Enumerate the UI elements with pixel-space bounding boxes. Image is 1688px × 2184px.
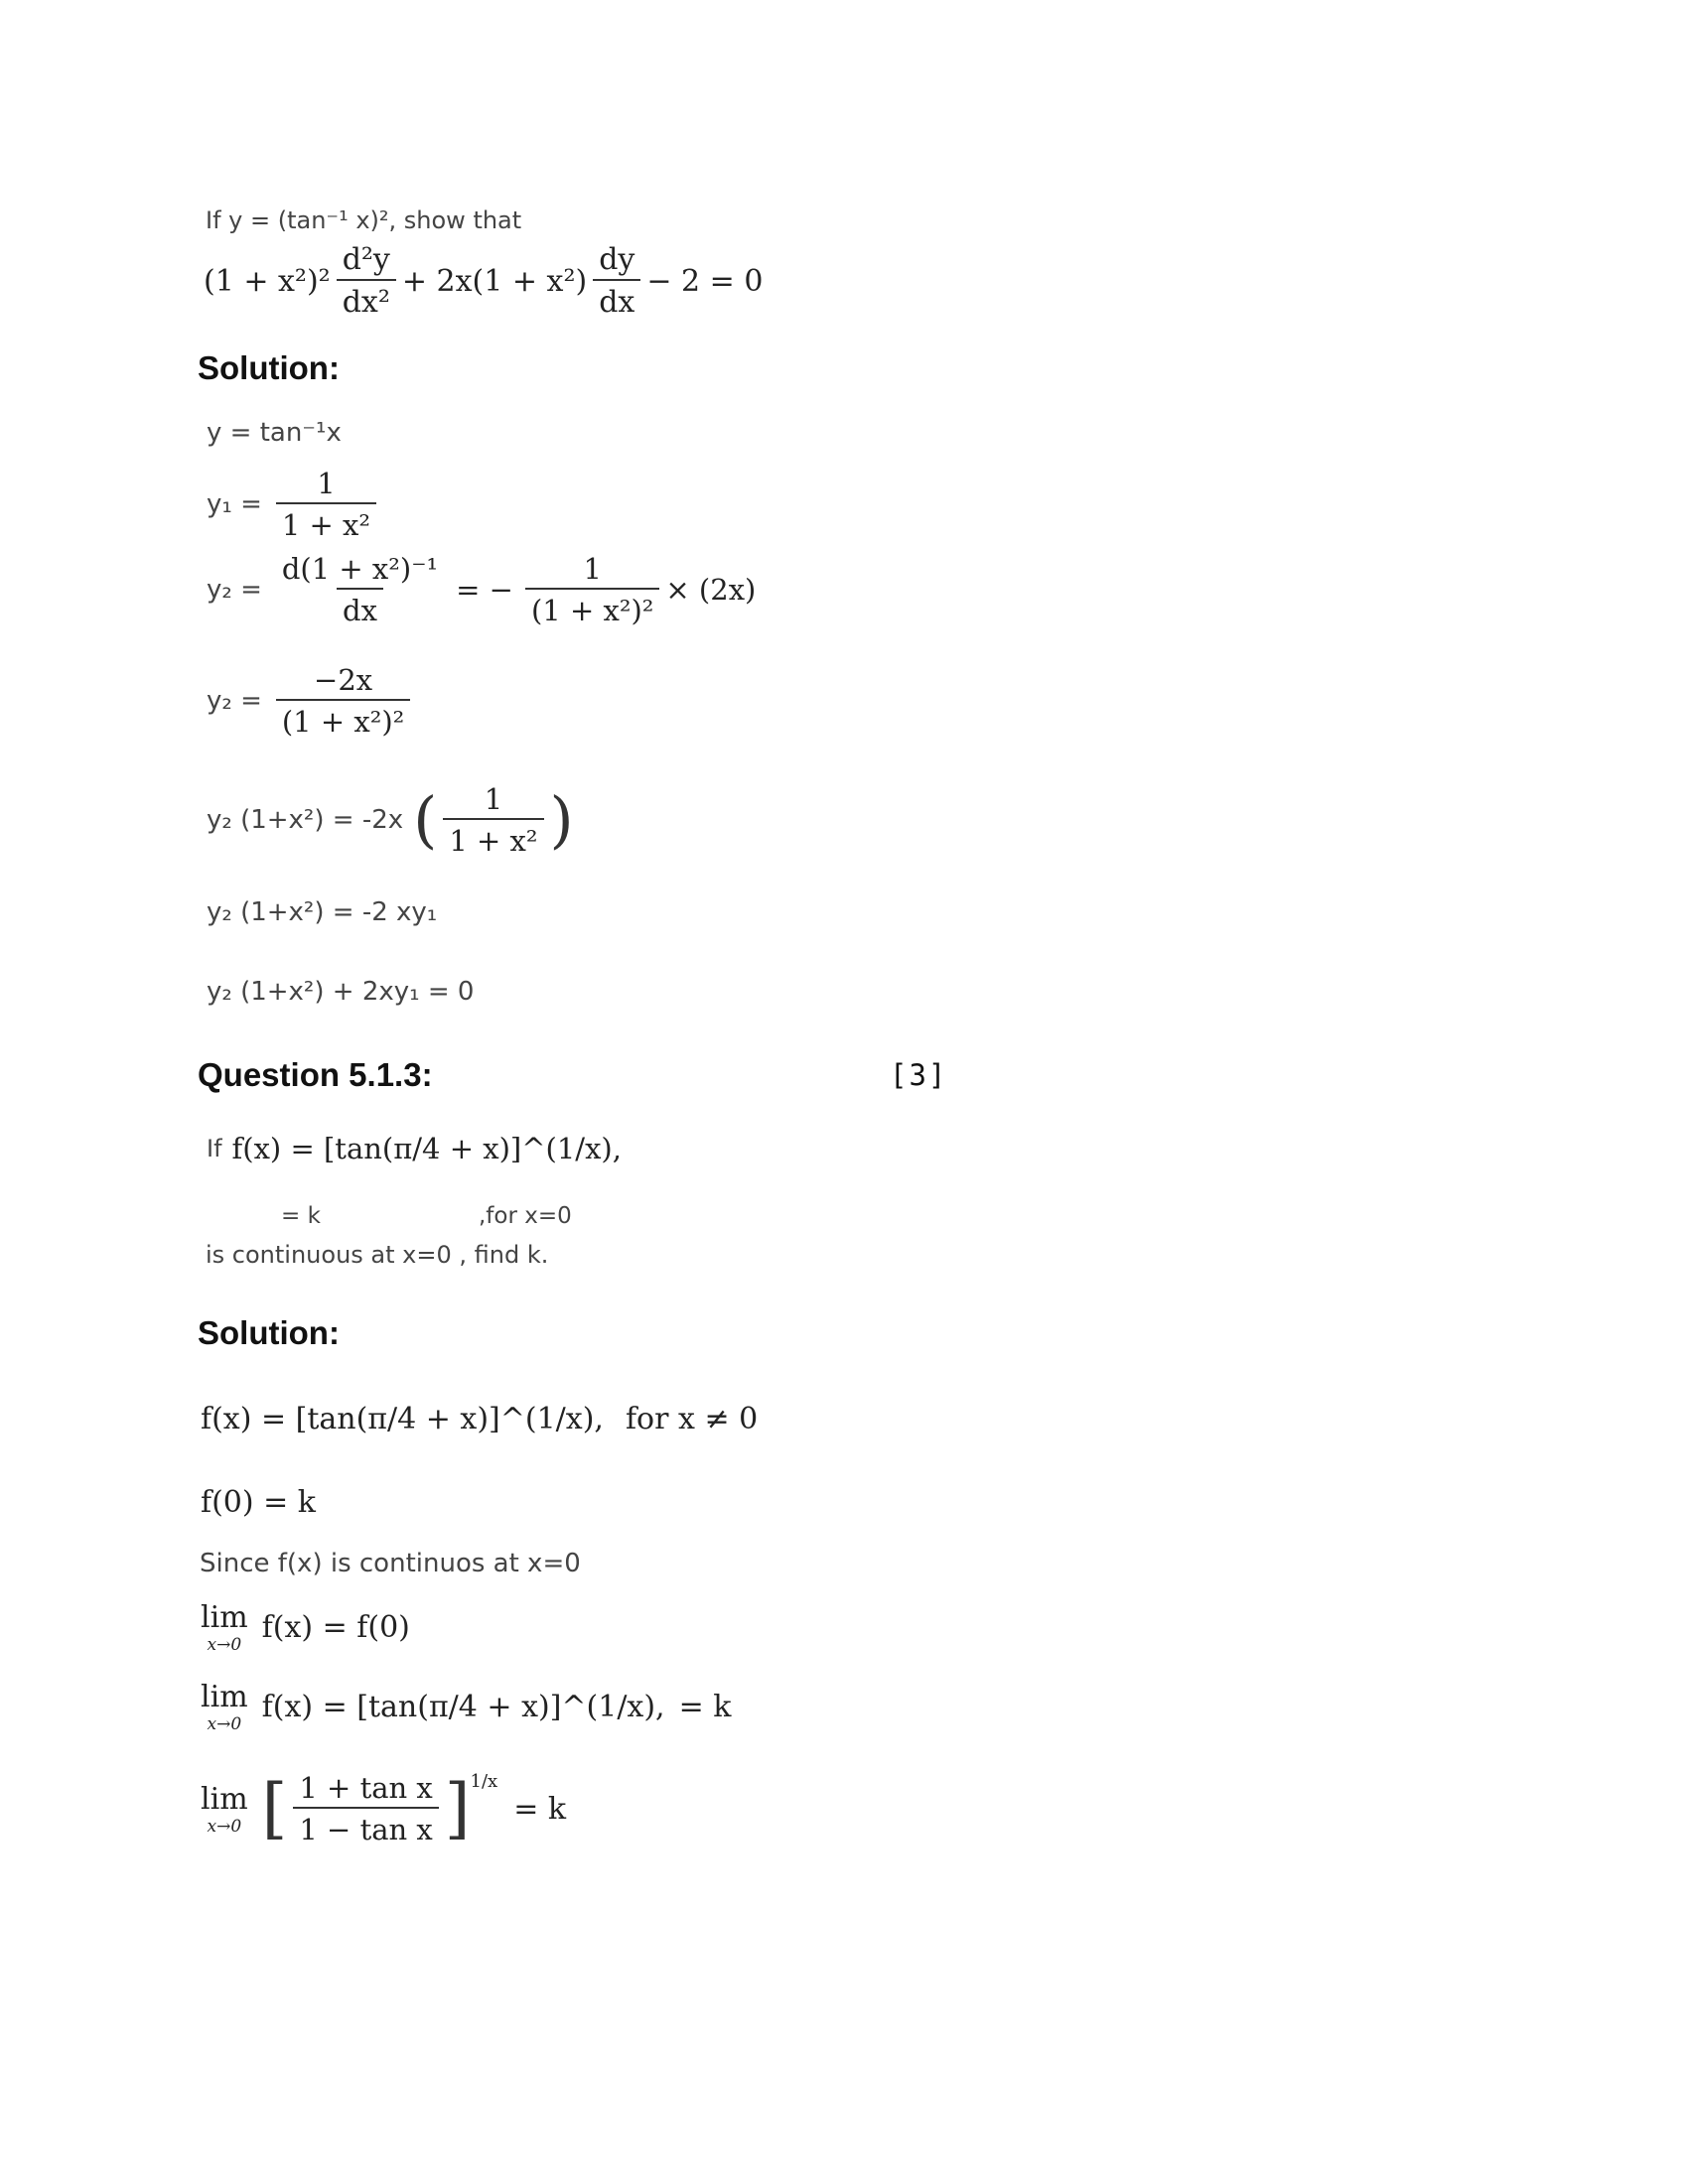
solution-line-y2: y₂ = $\frac{\text{d(1 + x²)⁻¹}}{dx}$ = − $\frac{1}{\text{(1 + x²)²}}$ × (2x) [207,552,757,627]
question-eq-k: = k [281,1203,321,1229]
solution2-line-6: lim x→0 [ $\frac{\text{1 + tan x}}{\text{1 − tan x}}$ ] 1/x = k [201,1770,567,1846]
eq-middle: + 2x(1 + x²) [401,263,588,299]
solution-line-6: y₂ (1+x²) = -2 xy₁ [207,897,438,927]
solution-line-y: y = tan⁻¹x [207,418,342,448]
solution-heading-1: Solution: [198,349,340,386]
solution2-line-2: f(0) = k [201,1485,316,1520]
tan-ratio-fraction: $\frac{\text{1 + tan x}}{\text{1 − tan x}}$ [293,1771,438,1846]
question-continuity: is continuous at x=0 , find k. [206,1241,549,1269]
solution-line-7: y₂ (1+x²) + 2xy₁ = 0 [207,977,475,1007]
y2-derivative-fraction: $\frac{\text{d(1 + x²)⁻¹}}{dx}$ [281,552,439,627]
y1-fraction: $\frac{1}{\text{1 + x²}}$ [276,467,376,542]
question-marks: [3] [890,1058,948,1092]
solution-line-5: y₂ (1+x²) = -2x ( $\frac{1}{\text{1 + x²}}$ ) [207,782,574,858]
solution-heading-2: Solution: [198,1314,340,1351]
question-heading: Question 5.1.3: [198,1056,433,1093]
solution-line-y2-simplified: y₂ = $\frac{-2x}{\text{(1 + x²)²}}$ [207,663,416,739]
solution-line-y1: y₁ = $\frac{1}{\text{1 + x²}}$ [207,467,382,542]
eq-left: (1 + x²)² [204,263,331,299]
y2-simplified-fraction: $\frac{-2x}{\text{(1 + x²)²}}$ [276,663,410,739]
limit-operator: lim x→0 [201,1781,248,1837]
solution2-line-4: lim x→0 f(x) = f(0) [201,1600,410,1655]
y2-result-fraction: $\frac{1}{\text{(1 + x²)²}}$ [525,552,659,627]
l5-fraction: $\frac{1}{\text{1 + x²}}$ [443,782,543,858]
eq-right: − 2 = 0 [646,263,764,299]
solution2-line-5: lim x→0 f(x) = [tan(π/4 + x)]^(1/x), = k [201,1680,732,1734]
question-for-x0: ,for x=0 [479,1203,572,1229]
second-derivative-fraction: $\frac{\text{d²y}}{\text{dx²}}$ [337,242,396,320]
solution2-line-1: f(x) = [tan(π/4 + x)]^(1/x), for x ≠ 0 [201,1402,759,1436]
question-intro: If y = (tan⁻¹ x)², show that [206,206,522,234]
solution2-line-3: Since f(x) is continuos at x=0 [200,1549,581,1578]
question-fx: f(x) = [tan(π/4 + x)]^(1/x), [231,1132,622,1165]
limit-operator: lim x→0 [201,1600,248,1655]
question-equation [204,242,763,320]
first-derivative-fraction: $\frac{dy}{dx}$ [593,242,640,320]
question-function-def: If f(x) = [tan(π/4 + x)]^(1/x), [207,1132,622,1165]
limit-operator: lim x→0 [201,1680,248,1734]
